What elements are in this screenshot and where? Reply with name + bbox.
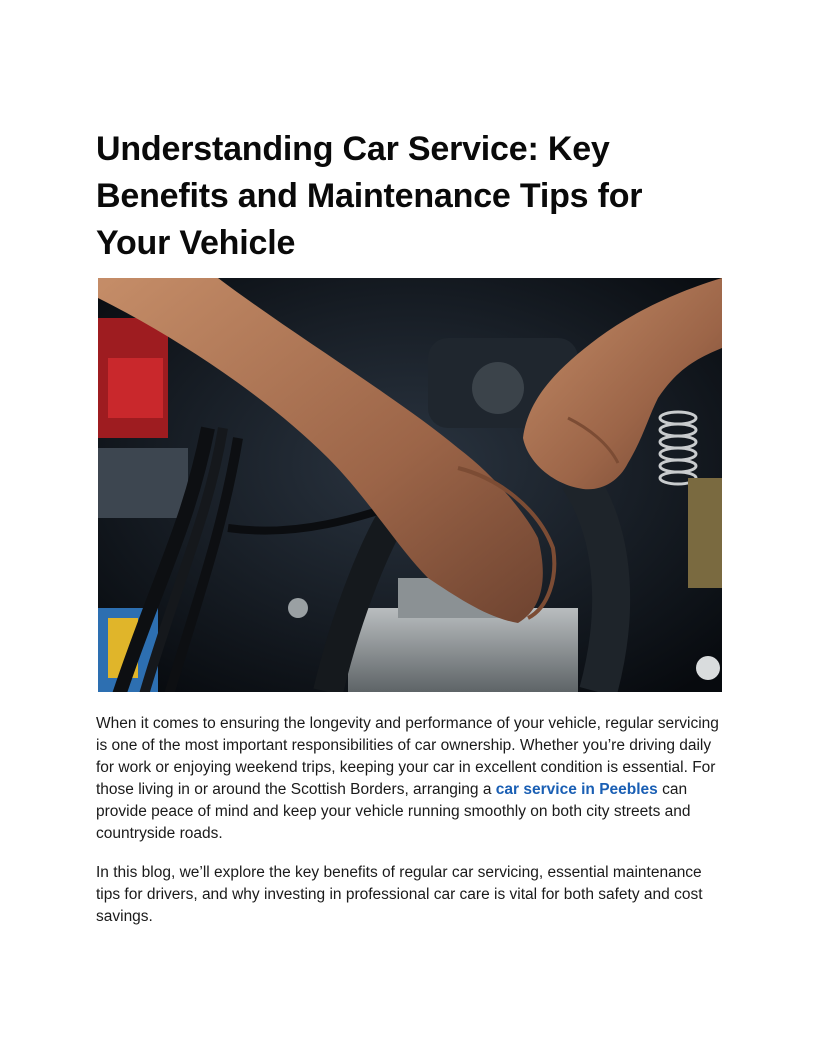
intro-text-after-link: can provide peace of mind and keep your vehicle running smoothly on both city streets and countryside roads. [96, 781, 691, 842]
second-paragraph: In this blog, we’ll explore the key benefits of regular car servicing, essential maintenance tips for drivers, and why investing in professional car care is vital for both safety and cost savings. [96, 864, 703, 925]
intro-text-before-link: When it comes to ensuring the longevity and performance of your vehicle, regular servicing is one of the most important responsibilities of car ownership. Whether you’re driving daily for work or enjoying weekend trips, keeping your car in excellent condition is essential. For those living in or around the Scottish Borders, arranging a [96, 715, 719, 798]
engine-photo-icon [98, 278, 722, 692]
hero-image [98, 278, 722, 692]
car-service-peebles-link[interactable]: car service in Peebles [495, 781, 658, 798]
article-title: Understanding Car Service: Key Benefits and Maintenance Tips for Your Vehicle [96, 130, 643, 262]
intro-paragraph [96, 713, 720, 845]
